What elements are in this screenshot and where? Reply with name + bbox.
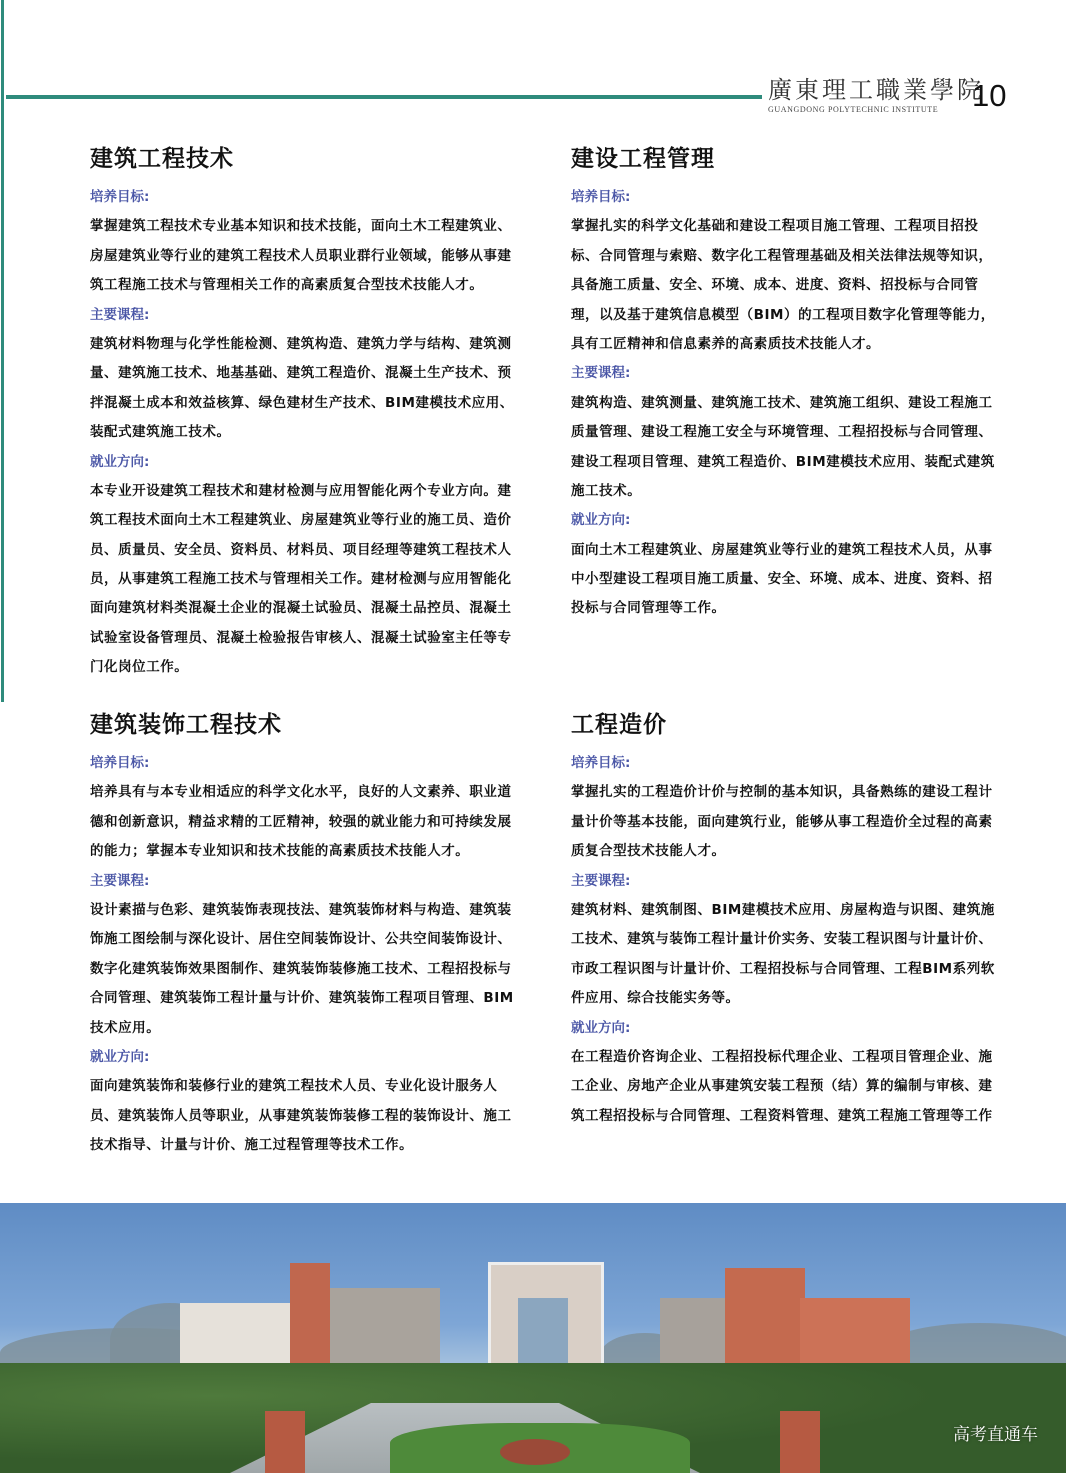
section-title: 建筑工程技术 xyxy=(90,146,234,172)
goal-label: 培养目标: xyxy=(571,755,631,771)
courses-text-line: 量、建筑施工技术、地基基础、建筑工程造价、混凝土生产技术、预 xyxy=(90,365,512,382)
goal-text-line: 量计价等基本技能，面向建筑行业，能够从事工程造价全过程的高素 xyxy=(571,813,993,830)
goal-text-line: 掌握扎实的工程造价计价与控制的基本知识，具备熟练的建设工程计 xyxy=(571,784,993,801)
goal-text-line: 筑工程施工技术与管理相关工作的高素质复合型技术技能人才。 xyxy=(90,277,484,294)
career-text-line: 面向土木工程建筑业、房屋建筑业等行业的建筑工程技术人员，从事 xyxy=(571,541,993,558)
courses-label: 主要课程: xyxy=(90,306,150,323)
career-text-line: 员、建筑装饰人员等职业，从事建筑装饰装修工程的装饰设计、施工 xyxy=(90,1107,512,1124)
courses-text-line: 建筑构造、建筑测量、建筑施工技术、建筑施工组织、建设工程施工 xyxy=(571,394,993,411)
goal-text-line: 具有工匠精神和信息素养的高素质技术技能人才。 xyxy=(571,335,881,352)
major-section xyxy=(90,146,530,683)
career-label: 就业方向: xyxy=(90,1048,150,1065)
page-number: 10 xyxy=(972,78,1007,113)
courses-text-line: 数字化建筑装饰效果图制作、建筑装饰装修施工技术、工程招投标与 xyxy=(90,960,512,977)
left-accent-line xyxy=(1,0,4,702)
courses-label: 主要课程: xyxy=(571,872,631,889)
career-text-line: 面向建筑装饰和装修行业的建筑工程技术人员、专业化设计服务人 xyxy=(90,1078,498,1095)
career-text-line: 工企业、房地产企业从事建筑安装工程预（结）算的编制与审核、建 xyxy=(571,1078,993,1095)
career-text-line: 中小型建设工程项目施工质量、安全、环境、成本、进度、资料、招 xyxy=(571,571,993,588)
goal-text-line: 具备施工质量、安全、环境、成本、进度、资料、招投标与合同管 xyxy=(571,277,979,294)
goal-text-line: 培养具有与本专业相适应的科学文化水平，良好的人文素养、职业道 xyxy=(90,784,512,801)
courses-text-line: 施工技术。 xyxy=(571,482,642,499)
career-label: 就业方向: xyxy=(90,453,150,470)
career-text-line: 筑工程技术面向土木工程建筑业、房屋建筑业等行业的施工员、造价 xyxy=(90,512,512,529)
courses-text-line: 合同管理、建筑装饰工程计量与计价、建筑装饰工程项目管理、BIM xyxy=(90,990,514,1007)
courses-text-line: 建设工程项目管理、建筑工程造价、BIM建模技术应用、装配式建筑 xyxy=(571,453,995,470)
courses-label: 主要课程: xyxy=(90,872,150,889)
goal-text-line: 理，以及基于建筑信息模型（BIM）的工程项目数字化管理等能力， xyxy=(571,306,995,323)
major-section xyxy=(571,712,1011,1131)
courses-label: 主要课程: xyxy=(571,365,631,382)
career-text-line: 员，从事建筑工程施工技术与管理相关工作。建材检测与应用智能化 xyxy=(90,571,512,588)
courses-text-line: 技术应用。 xyxy=(90,1019,161,1036)
career-text-line: 试验室设备管理员、混凝土检验报告审核人、混凝土试验室主任等专 xyxy=(90,629,512,646)
courses-text-line: 工技术、建筑与装饰工程计量计价实务、安装工程识图与计量计价、 xyxy=(571,931,993,948)
goal-label: 培养目标: xyxy=(90,755,150,771)
courses-text-line: 拌混凝土成本和效益核算、绿色建材生产技术、BIM建模技术应用、 xyxy=(90,394,514,411)
campus-photo xyxy=(0,1203,1066,1473)
career-text-line: 技术指导、计量与计价、施工过程管理等技术工作。 xyxy=(90,1137,414,1154)
goal-text-line: 德和创新意识，精益求精的工匠精神，较强的就业能力和可持续发展 xyxy=(90,813,512,830)
goal-text-line: 掌握扎实的科学文化基础和建设工程项目施工管理、工程项目招投 xyxy=(571,218,979,235)
goal-text-line: 掌握建筑工程技术专业基本知识和技术技能，面向土木工程建筑业、 xyxy=(90,218,512,235)
career-text-line: 本专业开设建筑工程技术和建材检测与应用智能化两个专业方向。建 xyxy=(90,482,512,499)
section-title: 建设工程管理 xyxy=(571,146,715,172)
school-name-en: GUANGDONG POLYTECHNIC INSTITUTE xyxy=(768,105,939,114)
career-text-line: 投标与合同管理等工作。 xyxy=(571,600,726,617)
major-section xyxy=(90,712,530,1160)
courses-text-line: 件应用、综合技能实务等。 xyxy=(571,990,740,1007)
watermark: 高考直通车 xyxy=(953,1425,1038,1445)
courses-text-line: 饰施工图绘制与深化设计、居住空间装饰设计、公共空间装饰设计、 xyxy=(90,931,512,948)
goal-text-line: 质复合型技术技能人才。 xyxy=(571,843,726,860)
courses-text-line: 市政工程识图与计量计价、工程招投标与合同管理、工程BIM系列软 xyxy=(571,960,995,977)
header-rule xyxy=(6,95,762,99)
courses-text-line: 质量管理、建设工程施工安全与环境管理、工程招投标与合同管理、 xyxy=(571,424,993,441)
goal-label: 培养目标: xyxy=(90,189,150,205)
career-text-line: 门化岗位工作。 xyxy=(90,659,189,676)
career-text-line: 筑工程招投标与合同管理、工程资料管理、建筑工程施工管理等工作 xyxy=(571,1107,993,1124)
goal-text-line: 的能力；掌握本专业知识和技术技能的高素质技术技能人才。 xyxy=(90,843,470,860)
career-text-line: 面向建筑材料类混凝土企业的混凝土试验员、混凝土品控员、混凝土 xyxy=(90,600,512,617)
career-label: 就业方向: xyxy=(571,1019,631,1036)
section-title: 工程造价 xyxy=(571,712,667,738)
courses-text-line: 建筑材料、建筑制图、BIM建模技术应用、房屋构造与识图、建筑施 xyxy=(571,901,995,918)
courses-text-line: 建筑材料物理与化学性能检测、建筑构造、建筑力学与结构、建筑测 xyxy=(90,335,512,352)
goal-text-line: 房屋建筑业等行业的建筑工程技术人员职业群行业领域，能够从事建 xyxy=(90,247,512,264)
courses-text-line: 装配式建筑施工技术。 xyxy=(90,424,231,441)
school-logo xyxy=(768,76,984,114)
courses-text-line: 设计素描与色彩、建筑装饰表现技法、建筑装饰材料与构造、建筑装 xyxy=(90,901,512,918)
career-label: 就业方向: xyxy=(571,512,631,529)
major-section xyxy=(571,146,1011,624)
section-title: 建筑装饰工程技术 xyxy=(90,712,282,738)
career-text-line: 员、质量员、安全员、资料员、材料员、项目经理等建筑工程技术人 xyxy=(90,541,512,558)
career-text-line: 在工程造价咨询企业、工程招投标代理企业、工程项目管理企业、施 xyxy=(571,1048,993,1065)
goal-label: 培养目标: xyxy=(571,189,631,205)
school-name-cn: 廣東理工職業學院 xyxy=(768,76,984,104)
goal-text-line: 标、合同管理与索赔、数字化工程管理基础及相关法律法规等知识， xyxy=(571,247,993,264)
